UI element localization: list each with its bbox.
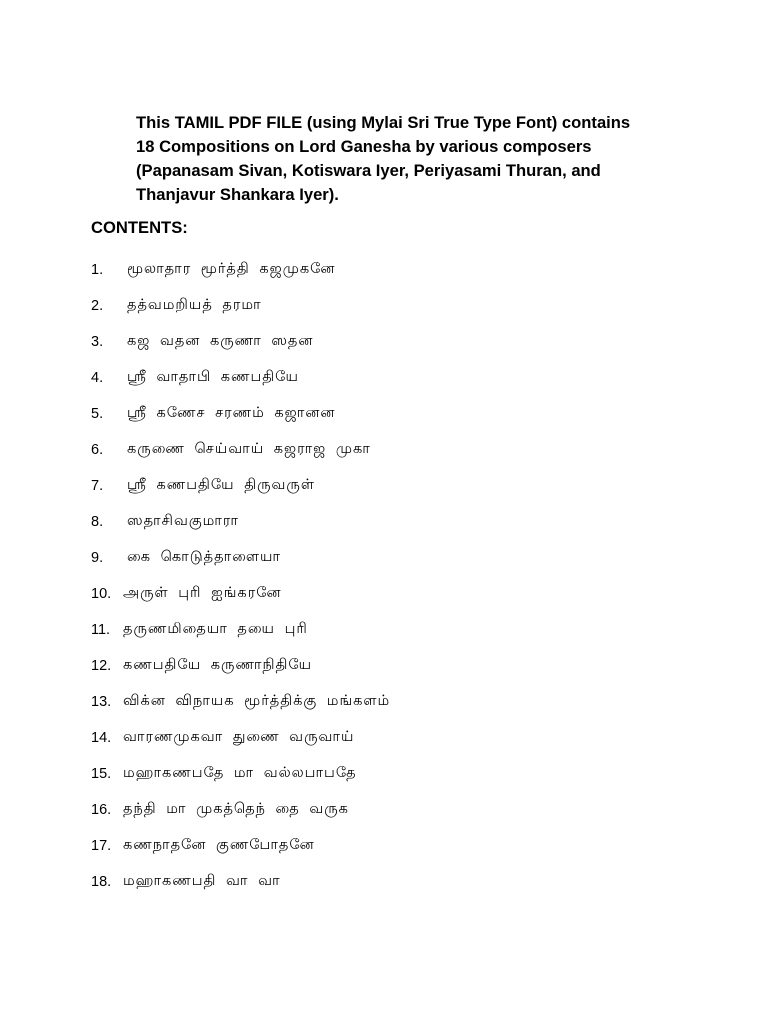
item-number: 5.: [91, 406, 104, 422]
list-item: [91, 540, 711, 576]
intro-line: (Papanasam Sivan, Kotiswara Iyer, Periyasami Thuran, and: [136, 161, 601, 180]
list-item: [91, 360, 711, 396]
list-item: [91, 504, 711, 540]
item-title: மஹாகணபதி வா வா: [123, 873, 281, 889]
item-title: தருணமிதையா தயை புரி: [123, 621, 308, 637]
list-item: [91, 684, 711, 720]
list-item: [91, 432, 711, 468]
item-title: கணபதியே கருணாநிதியே: [123, 657, 313, 673]
list-item: [91, 828, 711, 864]
intro-line: This TAMIL PDF FILE (using Mylai Sri True Type Font) contains: [136, 113, 631, 132]
item-number: 4.: [91, 370, 104, 386]
item-title: கருணை செய்வாய் கஜராஜ முகா: [127, 441, 371, 457]
item-number: 1.: [91, 262, 104, 278]
list-item: [91, 468, 711, 504]
item-title: கணநாதனே குணபோதனே: [123, 837, 315, 853]
contents-heading: CONTENTS:: [91, 218, 188, 237]
item-number: 14.: [91, 730, 112, 746]
item-number: 3.: [91, 334, 104, 350]
item-number: 17.: [91, 838, 112, 854]
item-number: 11.: [91, 622, 111, 638]
item-title: அருள் புரி ஐங்கரனே: [123, 585, 282, 601]
list-item: [91, 288, 711, 324]
list-item: [91, 792, 711, 828]
list-item: [91, 756, 711, 792]
list-item: [91, 612, 711, 648]
item-title: ஸதாசிவகுமாரா: [127, 513, 239, 529]
item-title: தத்வமறியத் தரமா: [127, 297, 262, 313]
item-title: ஸ்ரீ கணபதியே திருவருள்: [127, 477, 315, 493]
item-number: 9.: [91, 550, 104, 566]
item-number: 6.: [91, 442, 104, 458]
item-title: மஹாகணபதே மா வல்லபாபதே: [123, 765, 357, 781]
contents-list: [91, 252, 711, 900]
item-number: 16.: [91, 802, 112, 818]
intro-line: Thanjavur Shankara Iyer).: [136, 185, 339, 204]
item-title: வாரணமுகவா துணை வருவாய்: [123, 729, 355, 745]
item-title: ஸ்ரீ வாதாபி கணபதியே: [127, 369, 299, 385]
item-number: 7.: [91, 478, 104, 494]
item-title: தந்தி மா முகத்தெந் தை வருக: [123, 801, 349, 817]
item-number: 8.: [91, 514, 104, 530]
intro-paragraph: [136, 111, 696, 207]
item-number: 13.: [91, 694, 112, 710]
intro-line: 18 Compositions on Lord Ganesha by various composers: [136, 137, 592, 156]
item-number: 10.: [91, 586, 112, 602]
list-item: [91, 396, 711, 432]
item-number: 18.: [91, 874, 112, 890]
item-title: ஸ்ரீ கணேச சரணம் கஜானன: [127, 405, 336, 421]
list-item: [91, 252, 711, 288]
item-title: மூலாதார மூர்த்தி கஜமுகனே: [127, 261, 336, 277]
list-item: [91, 324, 711, 360]
list-item: [91, 720, 711, 756]
item-number: 2.: [91, 298, 104, 314]
list-item: [91, 864, 711, 900]
list-item: [91, 648, 711, 684]
list-item: [91, 576, 711, 612]
item-title: கஜ வதன கருணா ஸதன: [127, 333, 314, 349]
item-number: 12.: [91, 658, 112, 674]
item-title: கை கொடுத்தாளையா: [127, 549, 281, 565]
item-number: 15.: [91, 766, 112, 782]
item-title: விக்ன விநாயக மூர்த்திக்கு மங்களம்: [123, 693, 391, 709]
